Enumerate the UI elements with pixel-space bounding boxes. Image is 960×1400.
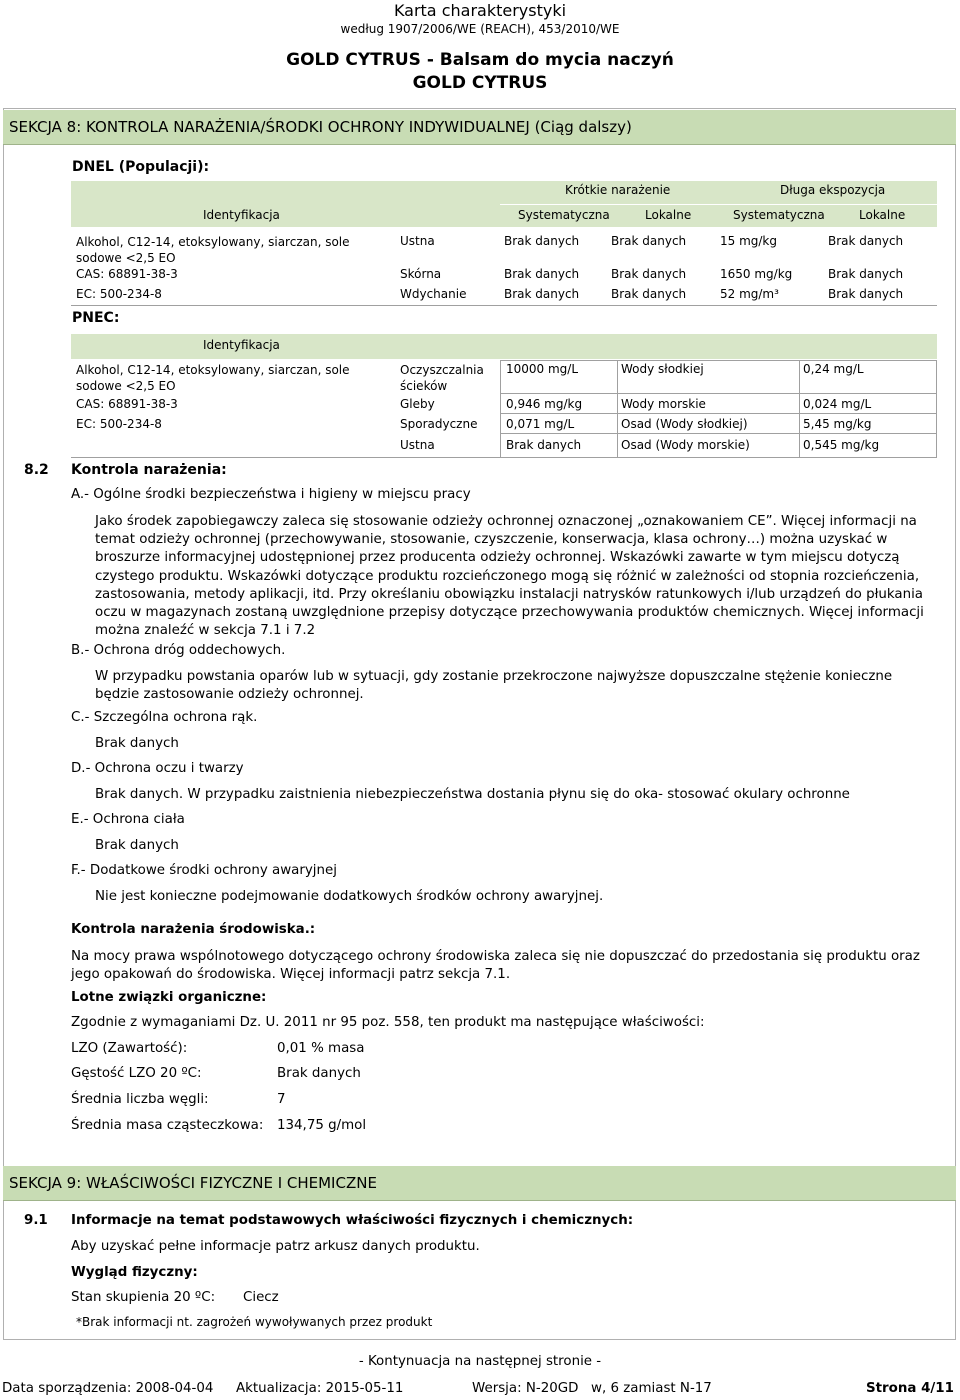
voc-title: Lotne związki organiczne: bbox=[71, 990, 267, 1005]
dnel-value: Brak danych bbox=[828, 287, 904, 301]
pnec-grid-line bbox=[500, 360, 937, 361]
pnec-header-bg bbox=[71, 334, 937, 359]
regulation-reference: według 1907/2006/WE (REACH), 453/2010/WE bbox=[340, 22, 620, 36]
dnel-table-bottom bbox=[71, 305, 937, 306]
A-text: Jako środek zapobiegawczy zaleca się stosowanie odzieży ochronnej oznaczonej „oznakowaniem CE”. Więcej informacji na temat odzieży ochronnej (przechowywanie, stosowanie, czyszczenie, konserwacja, klasa ochrony…) można uzyskać w broszurze informacyjnej udostępnionej przez producenta odzieży ochronnej. Wskazówki zawarte w tym miejscu dotyczą czystego produktu. Wskazówki dotyczące produktu rozcieńczonego mogą się różnić w zależności od stopnia rozcieńczenia, zastosowania, metody aplikacji, itd. Przy określaniu obowiązku instalacji natrysków ratunkowych i/lub urządzeń do płukania oczu w magazynach zostaną uwzględnione przepisy dotyczące przechowywania produktów chemicznych. Więcej informacji można znaleźć w sekcja 7.1 i 7.2 bbox=[95, 514, 924, 639]
A-title: A.- Ogólne środki bezpieczeństwa i higieny w miejscu pracy bbox=[71, 487, 471, 502]
sub91-number: 9.1 bbox=[24, 1213, 48, 1228]
pnec-ec: EC: 500-234-8 bbox=[76, 417, 162, 431]
pnec-value: 0,946 mg/kg bbox=[506, 397, 583, 411]
env-control-text: Na mocy prawa wspólnotowego dotyczącego ochrony środowiska zaleca się nie dopuszczać do przedostania się produktu oraz jego opakowań do środowiska. Więcej informacji patrz sekcja 7.1. bbox=[71, 949, 920, 983]
product-name: GOLD CYTRUS bbox=[412, 73, 548, 93]
dnel-col-ident: Identyfikacja bbox=[203, 208, 280, 222]
pnec-compartment: Ustna bbox=[400, 438, 435, 452]
pnec-grid-line bbox=[500, 393, 937, 394]
sub91-title: Informacje na temat podstawowych właściwości fizycznych i chemicznych: bbox=[71, 1213, 634, 1228]
voc-value: Brak danych bbox=[277, 1066, 361, 1081]
F-title: F.- Dodatkowe środki ochrony awaryjnej bbox=[71, 863, 337, 878]
version: Wersja: N-20GD bbox=[472, 1381, 579, 1396]
dnel-group-long: Długa ekspozycja bbox=[780, 183, 886, 197]
dnel-value: Brak danych bbox=[611, 287, 687, 301]
voc-value: 134,75 g/mol bbox=[277, 1118, 367, 1133]
pnec-col-ident: Identyfikacja bbox=[203, 338, 280, 352]
dnel-col-loc2: Lokalne bbox=[859, 208, 906, 222]
dnel-value: Brak danych bbox=[611, 234, 687, 248]
section8-title: SEKCJA 8: KONTROLA NARAŻENIA/ŚRODKI OCHRONY INDYWIDUALNEJ (Ciąg dalszy) bbox=[9, 118, 632, 136]
pnec-compartment: Osad (Wody słodkiej) bbox=[621, 417, 748, 431]
E-title: E.- Ochrona ciała bbox=[71, 812, 185, 827]
pnec-value: Brak danych bbox=[506, 438, 582, 452]
dnel-value: Brak danych bbox=[611, 267, 687, 281]
voc-intro: Zgodnie z wymaganiami Dz. U. 2011 nr 95 poz. 558, ten produkt ma następujące właściwości: bbox=[71, 1015, 705, 1030]
state-label: Stan skupienia 20 ºC: bbox=[71, 1290, 216, 1305]
sub82-number: 8.2 bbox=[24, 462, 49, 478]
dnel-value: Brak danych bbox=[504, 287, 580, 301]
dnel-value: 1650 mg/kg bbox=[720, 267, 793, 281]
pnec-grid-line bbox=[500, 413, 937, 414]
B-title: B.- Ochrona dróg oddechowych. bbox=[71, 643, 286, 658]
pnec-compartment: Gleby bbox=[400, 397, 435, 411]
sub91-info: Aby uzyskać pełne informacje patrz arkusz danych produktu. bbox=[71, 1239, 480, 1254]
dnel-col-loc1: Lokalne bbox=[645, 208, 692, 222]
date-created: Data sporządzenia: 2008-04-04 bbox=[2, 1381, 214, 1396]
dnel-header-divider bbox=[500, 204, 937, 205]
footnote: *Brak informacji nt. zagrożeń wywoływanych przez produkt bbox=[76, 1315, 433, 1329]
pnec-compartment: Oczyszczalnia ścieków bbox=[400, 363, 484, 393]
dnel-label: DNEL (Populacji): bbox=[72, 159, 210, 175]
section9-title: SEKCJA 9: WŁAŚCIWOŚCI FIZYCZNE I CHEMICZNE bbox=[9, 1174, 377, 1192]
pnec-table-bottom bbox=[71, 457, 937, 458]
pnec-label: PNEC: bbox=[72, 310, 120, 326]
dnel-col-sys1: Systematyczna bbox=[518, 208, 610, 222]
pnec-grid-line bbox=[500, 433, 937, 434]
dnel-value: Brak danych bbox=[828, 267, 904, 281]
dnel-substance: Alkohol, C12-14, etoksylowany, siarczan, sole sodowe <2,5 EO bbox=[76, 235, 350, 265]
pnec-compartment: Wody morskie bbox=[621, 397, 706, 411]
pnec-value: 0,071 mg/L bbox=[506, 417, 575, 431]
pnec-value: 0,545 mg/kg bbox=[803, 438, 880, 452]
date-updated: Aktualizacja: 2015-05-11 bbox=[236, 1381, 404, 1396]
pnec-value: 10000 mg/L bbox=[506, 362, 579, 376]
pnec-substance: Alkohol, C12-14, etoksylowany, siarczan, sole sodowe <2,5 EO bbox=[76, 363, 350, 393]
F-text: Nie jest konieczne podejmowanie dodatkowych środków ochrony awaryjnej. bbox=[95, 889, 604, 904]
state-value: Ciecz bbox=[243, 1290, 279, 1305]
dnel-col-sys2: Systematyczna bbox=[733, 208, 825, 222]
voc-value: 0,01 % masa bbox=[277, 1041, 365, 1056]
pnec-grid-line bbox=[936, 360, 937, 457]
voc-value: 7 bbox=[277, 1092, 286, 1107]
section8-header bbox=[3, 110, 956, 145]
env-control-title: Kontrola narażenia środowiska.: bbox=[71, 922, 316, 937]
section9-header bbox=[3, 1166, 956, 1201]
product-title: GOLD CYTRUS - Balsam do mycia naczyń bbox=[286, 50, 674, 70]
voc-label: Średnia liczba węgli: bbox=[71, 1092, 209, 1107]
voc-label: Gęstość LZO 20 ºC: bbox=[71, 1066, 202, 1081]
dnel-route: Skórna bbox=[400, 267, 442, 281]
pnec-value: 0,024 mg/L bbox=[803, 397, 872, 411]
D-title: D.- Ochrona oczu i twarzy bbox=[71, 761, 244, 776]
dnel-value: Brak danych bbox=[504, 234, 580, 248]
page-number: Strona 4/11 bbox=[866, 1381, 954, 1396]
pnec-value: 5,45 mg/kg bbox=[803, 417, 872, 431]
continuation-note: - Kontynuacja na następnej stronie - bbox=[358, 1354, 602, 1369]
dnel-ec: EC: 500-234-8 bbox=[76, 287, 162, 301]
pnec-grid-line bbox=[799, 360, 800, 457]
voc-label: LZO (Zawartość): bbox=[71, 1041, 188, 1056]
E-text: Brak danych bbox=[95, 838, 179, 853]
dnel-route: Ustna bbox=[400, 234, 435, 248]
dnel-route: Wdychanie bbox=[400, 287, 467, 301]
pnec-grid-line bbox=[500, 360, 501, 457]
pnec-value: 0,24 mg/L bbox=[803, 362, 864, 376]
dnel-value: 15 mg/kg bbox=[720, 234, 777, 248]
appearance-title: Wygląd fizyczny: bbox=[71, 1265, 198, 1280]
dnel-value: Brak danych bbox=[828, 234, 904, 248]
C-title: C.- Szczególna ochrona rąk. bbox=[71, 710, 258, 725]
pnec-compartment: Osad (Wody morskie) bbox=[621, 438, 750, 452]
sub82-title: Kontrola narażenia: bbox=[71, 462, 227, 478]
pnec-compartment: Wody słodkiej bbox=[621, 362, 704, 376]
document-type: Karta charakterystyki bbox=[393, 1, 567, 20]
dnel-cas: CAS: 68891-38-3 bbox=[76, 267, 178, 281]
D-text: Brak danych. W przypadku zaistnienia niebezpieczeństwa dostania płynu się do oka- stosować okulary ochronne bbox=[95, 787, 850, 802]
B-text: W przypadku powstania oparów lub w sytuacji, gdy zostanie przekroczone najwyższe dopuszczalne stężenie konieczne będzie zastosowanie odzieży ochronnej. bbox=[95, 669, 893, 703]
pnec-compartment: Sporadyczne bbox=[400, 417, 478, 431]
replaces-version: w, 6 zamiast N-17 bbox=[591, 1381, 712, 1396]
voc-label: Średnia masa cząsteczkowa: bbox=[71, 1118, 264, 1133]
dnel-group-short: Krótkie narażenie bbox=[565, 183, 671, 197]
pnec-grid-line bbox=[617, 360, 618, 457]
dnel-value: Brak danych bbox=[504, 267, 580, 281]
C-text: Brak danych bbox=[95, 736, 179, 751]
pnec-cas: CAS: 68891-38-3 bbox=[76, 397, 178, 411]
dnel-value: 52 mg/m³ bbox=[720, 287, 779, 301]
